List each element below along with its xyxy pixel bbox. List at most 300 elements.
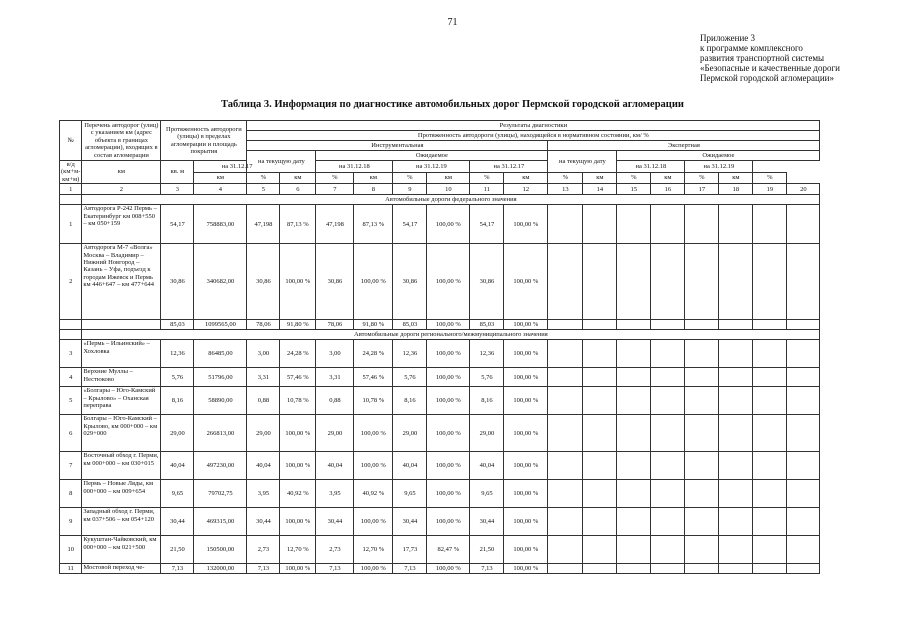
cell-empty bbox=[787, 387, 820, 415]
cell-empty bbox=[583, 340, 617, 368]
cell-value: 100,00 % bbox=[354, 564, 393, 574]
cell-empty bbox=[685, 564, 719, 574]
cell-empty bbox=[651, 340, 685, 368]
row-number: 8 bbox=[60, 480, 82, 508]
cell-value: 100,00 % bbox=[504, 244, 548, 320]
row-number: 7 bbox=[60, 452, 82, 480]
cell-value: 0,88 bbox=[316, 387, 354, 415]
cell-empty bbox=[719, 320, 753, 330]
cell-empty bbox=[548, 368, 583, 387]
cell-empty bbox=[719, 415, 753, 452]
cell-empty bbox=[617, 387, 651, 415]
column-number: 6 bbox=[280, 184, 316, 195]
header-no: № bbox=[60, 121, 82, 161]
header-date-2018: на 31.12.18 bbox=[316, 161, 393, 173]
cell-empty bbox=[719, 244, 753, 320]
cell-empty bbox=[617, 508, 651, 536]
cell-value: 40,04 bbox=[316, 452, 354, 480]
header-current-date: на текущую дату bbox=[548, 151, 617, 173]
header-date-2017: на 31.12.17 bbox=[470, 161, 548, 173]
cell-value: 57,46 % bbox=[354, 368, 393, 387]
cell-value: 150500,00 bbox=[194, 536, 247, 564]
column-number: 18 bbox=[719, 184, 753, 195]
header-length: Протяженность автодороги (улицы) в пределах агломерации и площадь покрытия bbox=[161, 121, 247, 161]
cell-empty bbox=[685, 368, 719, 387]
cell-value: 100,00 % bbox=[280, 415, 316, 452]
cell-value: 40,04 bbox=[393, 452, 427, 480]
cell-value: 100,00 % bbox=[354, 508, 393, 536]
cell-empty bbox=[719, 368, 753, 387]
section-empty bbox=[60, 330, 82, 340]
cell-value: 78,06 bbox=[247, 320, 280, 330]
cell-value: 30,44 bbox=[161, 508, 194, 536]
cell-value: 497230,00 bbox=[194, 452, 247, 480]
header-normative: Протяженность автодороги (улицы), находящейся в нормативном состоянии, км/ % bbox=[247, 131, 820, 141]
cell-value: 87,13 % bbox=[280, 205, 316, 244]
cell-value: 7,13 bbox=[470, 564, 504, 574]
road-name: Верхние Муллы – Нестюково bbox=[82, 368, 161, 387]
column-number: 17 bbox=[685, 184, 719, 195]
cell-value: 100,00 % bbox=[427, 320, 470, 330]
cell-empty bbox=[787, 480, 820, 508]
cell-empty bbox=[583, 387, 617, 415]
cell-empty bbox=[753, 387, 787, 415]
cell-value: 7,13 bbox=[393, 564, 427, 574]
header-date-2017: на 31.12.17 bbox=[194, 161, 280, 173]
row-number: 5 bbox=[60, 387, 82, 415]
cell-value: 30,44 bbox=[470, 508, 504, 536]
appendix-line: Пермской городской агломерации» bbox=[700, 73, 834, 83]
cell-value: 266813,00 bbox=[194, 415, 247, 452]
header-road-list: Перечень автодорог (улиц) с указанием км (адрес объекта в границах агломерации), входящих в состав агломерации bbox=[82, 121, 161, 161]
header-km: км bbox=[427, 172, 470, 184]
cell-empty bbox=[583, 205, 617, 244]
cell-value: 85,03 bbox=[161, 320, 194, 330]
cell-value: 100,00 % bbox=[504, 320, 548, 330]
cell-value: 21,50 bbox=[161, 536, 194, 564]
row-number: 3 bbox=[60, 340, 82, 368]
cell-empty bbox=[548, 415, 583, 452]
cell-value: 8,16 bbox=[393, 387, 427, 415]
table-row bbox=[60, 244, 820, 320]
cell-value: 100,00 % bbox=[504, 508, 548, 536]
cell-value: 30,44 bbox=[316, 508, 354, 536]
road-name: Болгары – Юго-Камский – Крылово, км 000+000 – км 029+000 bbox=[82, 415, 161, 452]
cell-value: 30,86 bbox=[316, 244, 354, 320]
column-number: 2 bbox=[82, 184, 161, 195]
header-date-2019: на 31.12.19 bbox=[393, 161, 470, 173]
column-number: 8 bbox=[354, 184, 393, 195]
header-pct: % bbox=[617, 172, 651, 184]
header-sqm: кв. м bbox=[161, 161, 194, 184]
row-number: 2 bbox=[60, 244, 82, 320]
row-number: 10 bbox=[60, 536, 82, 564]
header-expected: Ожидаемое bbox=[617, 151, 820, 161]
cell-empty bbox=[719, 205, 753, 244]
cell-value: 100,00 % bbox=[427, 508, 470, 536]
cell-value: 30,86 bbox=[393, 244, 427, 320]
road-name: Восточный обход г. Перми, км 000+000 – км 030+015 bbox=[82, 452, 161, 480]
row-number: 11 bbox=[60, 564, 82, 574]
road-name: Пермь – Новые Ляды, км 000+000 – км 009+654 bbox=[82, 480, 161, 508]
table-row bbox=[60, 508, 820, 536]
column-number: 19 bbox=[753, 184, 787, 195]
cell-value: 12,36 bbox=[161, 340, 194, 368]
cell-empty bbox=[583, 244, 617, 320]
cell-value: 58890,00 bbox=[194, 387, 247, 415]
cell-value: 100,00 % bbox=[504, 368, 548, 387]
cell-empty bbox=[548, 340, 583, 368]
cell-empty bbox=[685, 452, 719, 480]
appendix-line: к программе комплексного bbox=[700, 43, 803, 53]
cell-empty bbox=[753, 452, 787, 480]
cell-empty bbox=[548, 244, 583, 320]
cell-empty bbox=[548, 387, 583, 415]
cell-value: 340682,00 bbox=[194, 244, 247, 320]
table-row bbox=[60, 452, 820, 480]
cell-value: 78,06 bbox=[316, 320, 354, 330]
cell-value: 21,50 bbox=[470, 536, 504, 564]
cell-empty bbox=[651, 415, 685, 452]
cell-value: 29,00 bbox=[247, 415, 280, 452]
cell-value: 100,00 % bbox=[280, 564, 316, 574]
cell-empty bbox=[617, 536, 651, 564]
cell-value: 132000,00 bbox=[194, 564, 247, 574]
cell-empty bbox=[583, 564, 617, 574]
cell-value: 5,76 bbox=[161, 368, 194, 387]
road-name: Кукуштан-Чайковский, км 000+000 – км 021+500 bbox=[82, 536, 161, 564]
appendix-line: Приложение 3 bbox=[700, 33, 756, 43]
header-km: км bbox=[354, 172, 393, 184]
cell-value: 100,00 % bbox=[427, 480, 470, 508]
cell-value: 8,16 bbox=[470, 387, 504, 415]
header-km: км bbox=[194, 172, 247, 184]
cell-empty bbox=[548, 320, 583, 330]
cell-value: 0,88 bbox=[247, 387, 280, 415]
cell-empty bbox=[583, 508, 617, 536]
header-pct: % bbox=[316, 172, 354, 184]
road-name bbox=[82, 320, 161, 330]
cell-value: 10,78 % bbox=[354, 387, 393, 415]
cell-empty bbox=[685, 205, 719, 244]
cell-value: 40,92 % bbox=[280, 480, 316, 508]
cell-value: 100,00 % bbox=[504, 387, 548, 415]
header-km: км bbox=[504, 172, 548, 184]
cell-value: 17,73 bbox=[393, 536, 427, 564]
column-number: 11 bbox=[470, 184, 504, 195]
header-pct: % bbox=[393, 172, 427, 184]
cell-empty bbox=[685, 320, 719, 330]
cell-empty bbox=[548, 536, 583, 564]
section-empty bbox=[60, 195, 82, 205]
cell-value: 1099565,00 bbox=[194, 320, 247, 330]
cell-value: 100,00 % bbox=[427, 564, 470, 574]
cell-value: 29,00 bbox=[161, 415, 194, 452]
cell-value: 12,70 % bbox=[280, 536, 316, 564]
table-title: Таблица 3. Информация по диагностике автомобильных дорог Пермской городской агломерации bbox=[221, 99, 684, 110]
cell-value: 12,70 % bbox=[354, 536, 393, 564]
cell-value: 100,00 % bbox=[504, 415, 548, 452]
cell-empty bbox=[787, 368, 820, 387]
cell-value: 5,76 bbox=[393, 368, 427, 387]
row-number bbox=[60, 320, 82, 330]
cell-value: 7,13 bbox=[161, 564, 194, 574]
cell-value: 100,00 % bbox=[280, 452, 316, 480]
header-pct: % bbox=[753, 172, 787, 184]
column-number: 12 bbox=[504, 184, 548, 195]
cell-value: 29,00 bbox=[470, 415, 504, 452]
header-pct: % bbox=[247, 172, 280, 184]
cell-empty bbox=[685, 536, 719, 564]
cell-empty bbox=[753, 205, 787, 244]
cell-value: 24,28 % bbox=[280, 340, 316, 368]
table-row bbox=[60, 205, 820, 244]
cell-value: 12,36 bbox=[393, 340, 427, 368]
cell-empty bbox=[617, 368, 651, 387]
cell-value: 54,17 bbox=[470, 205, 504, 244]
cell-empty bbox=[651, 508, 685, 536]
cell-value: 3,31 bbox=[247, 368, 280, 387]
cell-empty bbox=[617, 340, 651, 368]
cell-value: 54,17 bbox=[161, 205, 194, 244]
cell-value: 86485,00 bbox=[194, 340, 247, 368]
cell-value: 57,46 % bbox=[280, 368, 316, 387]
header-km: км bbox=[651, 172, 685, 184]
cell-value: 87,13 % bbox=[354, 205, 393, 244]
cell-value: 100,00 % bbox=[427, 340, 470, 368]
cell-empty bbox=[651, 320, 685, 330]
cell-empty bbox=[753, 564, 787, 574]
cell-value: 40,04 bbox=[161, 452, 194, 480]
cell-empty bbox=[753, 508, 787, 536]
table-row bbox=[60, 415, 820, 452]
row-number: 6 bbox=[60, 415, 82, 452]
cell-empty bbox=[548, 480, 583, 508]
cell-empty bbox=[617, 320, 651, 330]
cell-empty bbox=[685, 415, 719, 452]
cell-value: 100,00 % bbox=[504, 564, 548, 574]
cell-empty bbox=[651, 536, 685, 564]
column-number: 9 bbox=[393, 184, 427, 195]
header-results: Результаты диагностики bbox=[247, 121, 820, 131]
road-name: Автодорога Р-242 Пермь – Екатеринбург км 008+550 – км 050+159 bbox=[82, 205, 161, 244]
cell-empty bbox=[685, 508, 719, 536]
row-number: 1 bbox=[60, 205, 82, 244]
cell-value: 79702,75 bbox=[194, 480, 247, 508]
cell-value: 2,73 bbox=[247, 536, 280, 564]
row-number: 4 bbox=[60, 368, 82, 387]
cell-value: 3,00 bbox=[316, 340, 354, 368]
header-date-2018: на 31.12.18 bbox=[617, 161, 685, 173]
cell-empty bbox=[787, 244, 820, 320]
column-number: 10 bbox=[427, 184, 470, 195]
cell-value: 30,86 bbox=[161, 244, 194, 320]
cell-empty bbox=[753, 480, 787, 508]
cell-empty bbox=[753, 415, 787, 452]
column-number: 1 bbox=[60, 184, 82, 195]
cell-empty bbox=[548, 564, 583, 574]
header-expected: Ожидаемое bbox=[316, 151, 548, 161]
cell-empty bbox=[787, 340, 820, 368]
cell-value: 100,00 % bbox=[354, 415, 393, 452]
cell-empty bbox=[787, 320, 820, 330]
cell-value: 9,65 bbox=[161, 480, 194, 508]
cell-empty bbox=[651, 244, 685, 320]
cell-empty bbox=[651, 205, 685, 244]
cell-empty bbox=[787, 205, 820, 244]
cell-empty bbox=[719, 480, 753, 508]
cell-value: 758883,00 bbox=[194, 205, 247, 244]
cell-empty bbox=[548, 205, 583, 244]
cell-empty bbox=[787, 564, 820, 574]
section-title: Автомобильные дороги федерального значения bbox=[82, 195, 820, 205]
cell-empty bbox=[583, 452, 617, 480]
cell-value: 3,95 bbox=[247, 480, 280, 508]
cell-value: 469315,00 bbox=[194, 508, 247, 536]
cell-value: 10,78 % bbox=[280, 387, 316, 415]
road-name: Западный обход г. Перми, км 037+506 – км 054+120 bbox=[82, 508, 161, 536]
cell-empty bbox=[651, 387, 685, 415]
cell-empty bbox=[685, 340, 719, 368]
cell-empty bbox=[753, 340, 787, 368]
cell-value: 100,00 % bbox=[354, 452, 393, 480]
cell-empty bbox=[548, 508, 583, 536]
column-number-row bbox=[60, 184, 820, 195]
cell-empty bbox=[719, 340, 753, 368]
cell-empty bbox=[719, 387, 753, 415]
cell-empty bbox=[651, 452, 685, 480]
table-row bbox=[60, 368, 820, 387]
table-row bbox=[60, 536, 820, 564]
cell-value: 100,00 % bbox=[504, 480, 548, 508]
diagnostics-table bbox=[59, 120, 820, 574]
cell-empty bbox=[651, 368, 685, 387]
cell-empty bbox=[583, 480, 617, 508]
table-row bbox=[60, 480, 820, 508]
header-km: км bbox=[280, 172, 316, 184]
section-row bbox=[60, 195, 820, 205]
cell-value: 40,04 bbox=[247, 452, 280, 480]
column-number: 7 bbox=[316, 184, 354, 195]
cell-value: 51796,00 bbox=[194, 368, 247, 387]
cell-value: 30,44 bbox=[247, 508, 280, 536]
cell-value: 40,92 % bbox=[354, 480, 393, 508]
cell-empty bbox=[548, 452, 583, 480]
header-road-list-units: в/д (км+м-км+м) bbox=[61, 161, 81, 183]
road-name: «Пермь – Ильинский» – Хохловка bbox=[82, 340, 161, 368]
cell-empty bbox=[583, 368, 617, 387]
cell-empty bbox=[617, 480, 651, 508]
cell-empty bbox=[651, 480, 685, 508]
cell-value: 100,00 % bbox=[427, 387, 470, 415]
cell-value: 85,03 bbox=[470, 320, 504, 330]
cell-value: 82,47 % bbox=[427, 536, 470, 564]
cell-value: 30,86 bbox=[470, 244, 504, 320]
cell-empty bbox=[685, 244, 719, 320]
cell-empty bbox=[787, 415, 820, 452]
cell-value: 30,44 bbox=[393, 508, 427, 536]
cell-value: 2,73 bbox=[316, 536, 354, 564]
cell-value: 47,198 bbox=[316, 205, 354, 244]
header-km: км bbox=[719, 172, 753, 184]
cell-empty bbox=[753, 368, 787, 387]
road-name: Автодорога М-7 «Волга» Москва – Владимир – Нижний Новгород – Казань – Уфа, подъезд к городам Ижевск и Пермь км 446+647 – км 477+644 bbox=[82, 244, 161, 320]
cell-value: 91,80 % bbox=[354, 320, 393, 330]
road-name: Мостовой переход че- bbox=[82, 564, 161, 574]
cell-value: 9,65 bbox=[470, 480, 504, 508]
cell-empty bbox=[651, 564, 685, 574]
cell-value: 100,00 % bbox=[504, 536, 548, 564]
cell-empty bbox=[617, 452, 651, 480]
cell-value: 100,00 % bbox=[427, 368, 470, 387]
column-number: 5 bbox=[247, 184, 280, 195]
cell-value: 3,31 bbox=[316, 368, 354, 387]
column-number: 14 bbox=[583, 184, 617, 195]
cell-value: 100,00 % bbox=[504, 205, 548, 244]
column-number: 3 bbox=[161, 184, 194, 195]
cell-value: 29,00 bbox=[316, 415, 354, 452]
column-number: 16 bbox=[651, 184, 685, 195]
cell-value: 100,00 % bbox=[427, 205, 470, 244]
section-row bbox=[60, 330, 820, 340]
column-number: 20 bbox=[787, 184, 820, 195]
cell-value: 3,00 bbox=[247, 340, 280, 368]
appendix-line: «Безопасные и качественные дороги bbox=[700, 63, 841, 73]
cell-value: 24,28 % bbox=[354, 340, 393, 368]
appendix-line: развития транспортной системы bbox=[700, 53, 825, 63]
cell-empty bbox=[719, 564, 753, 574]
page-number: 71 bbox=[447, 17, 458, 28]
header-km: км bbox=[82, 161, 161, 184]
table-row bbox=[60, 340, 820, 368]
appendix-label bbox=[700, 33, 840, 83]
cell-empty bbox=[583, 536, 617, 564]
cell-value: 100,00 % bbox=[427, 452, 470, 480]
cell-value: 91,80 % bbox=[280, 320, 316, 330]
cell-value: 7,13 bbox=[247, 564, 280, 574]
cell-empty bbox=[719, 536, 753, 564]
cell-value: 100,00 % bbox=[504, 452, 548, 480]
cell-value: 54,17 bbox=[393, 205, 427, 244]
cell-value: 5,76 bbox=[470, 368, 504, 387]
cell-value: 29,00 bbox=[393, 415, 427, 452]
cell-value: 100,00 % bbox=[354, 244, 393, 320]
column-number: 4 bbox=[194, 184, 247, 195]
header-pct: % bbox=[685, 172, 719, 184]
cell-value: 30,86 bbox=[247, 244, 280, 320]
cell-empty bbox=[617, 415, 651, 452]
column-number: 15 bbox=[617, 184, 651, 195]
cell-empty bbox=[685, 480, 719, 508]
cell-empty bbox=[617, 564, 651, 574]
header-date-2019: на 31.12.19 bbox=[685, 161, 753, 173]
row-number: 9 bbox=[60, 508, 82, 536]
cell-value: 40,04 bbox=[470, 452, 504, 480]
road-name: «Болгары – Юго-Камский – Крылово» – Оханская переправа bbox=[82, 387, 161, 415]
cell-value: 100,00 % bbox=[280, 244, 316, 320]
header-km: км bbox=[583, 172, 617, 184]
header-pct: % bbox=[470, 172, 504, 184]
cell-empty bbox=[617, 244, 651, 320]
cell-value: 8,16 bbox=[161, 387, 194, 415]
cell-empty bbox=[583, 320, 617, 330]
cell-value: 47,198 bbox=[247, 205, 280, 244]
cell-empty bbox=[753, 320, 787, 330]
cell-empty bbox=[685, 387, 719, 415]
header-expert: Экспертная bbox=[548, 141, 820, 151]
cell-value: 100,00 % bbox=[427, 244, 470, 320]
total-row bbox=[60, 320, 820, 330]
